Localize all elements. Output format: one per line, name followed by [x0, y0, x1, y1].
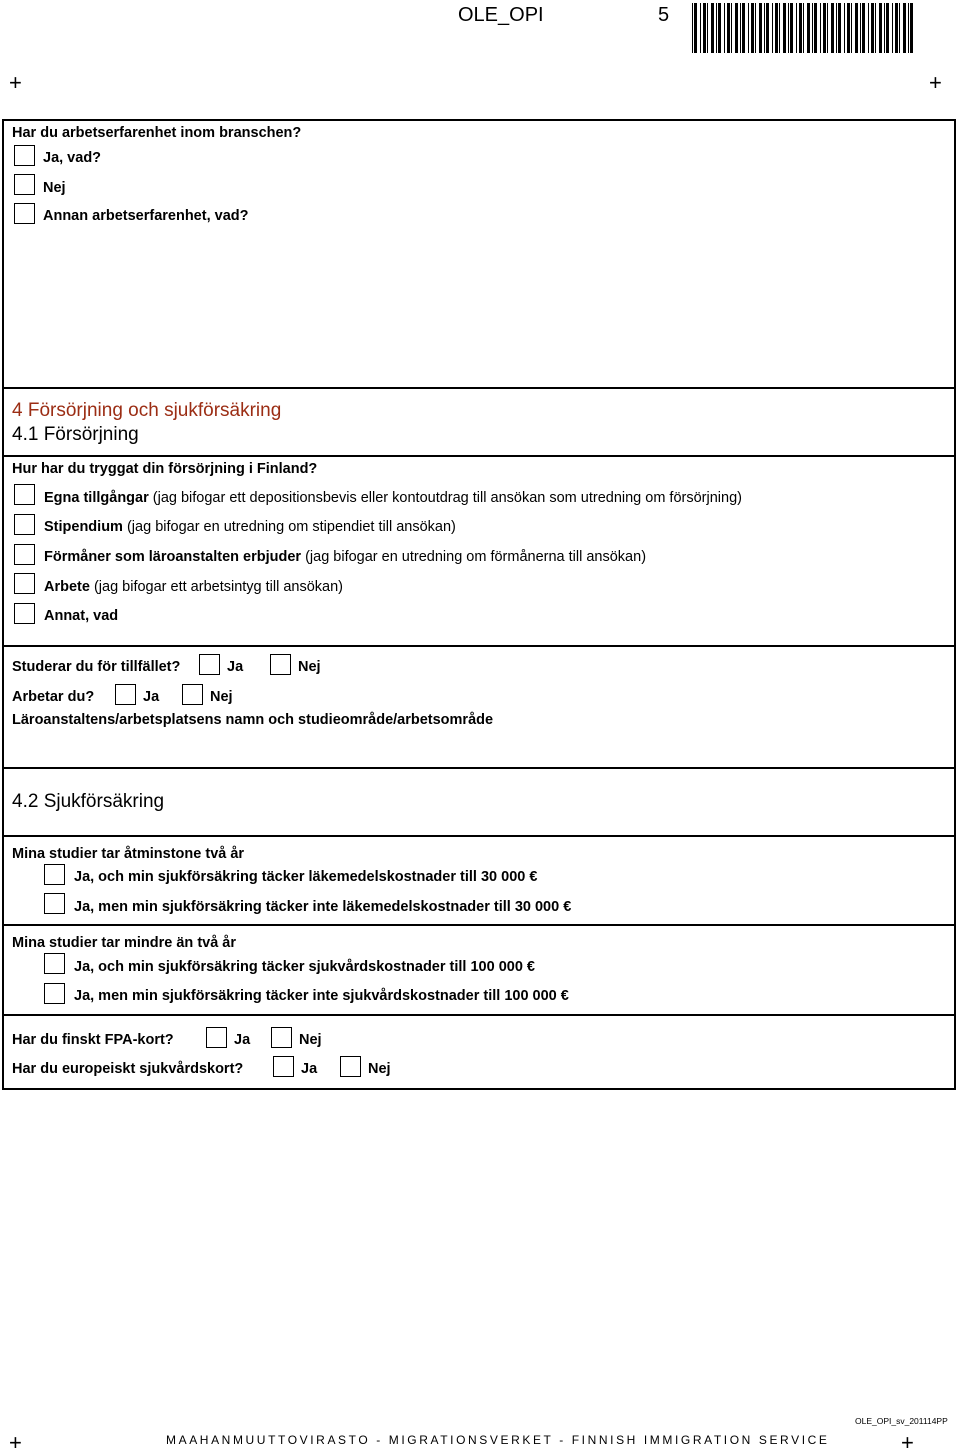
barcode-bar — [755, 3, 756, 53]
checkbox-fpa-yes[interactable] — [206, 1027, 227, 1048]
barcode-bar — [884, 3, 885, 53]
barcode-bar — [820, 3, 821, 53]
checkbox-work-other[interactable] — [14, 203, 35, 224]
working-question: Arbetar du? — [12, 689, 95, 705]
barcode-bar — [803, 3, 804, 53]
option-healthcare-covered: Ja, och min sjukförsäkring täcker sjukvårdskostnader till 100 000 € — [74, 959, 535, 975]
barcode-bar — [875, 3, 876, 53]
checkbox-work-yes[interactable] — [14, 145, 35, 166]
subsection-title: 4.1 Försörjning — [12, 424, 139, 445]
checkbox-institution-benefits[interactable] — [14, 544, 35, 565]
barcode-bar — [740, 3, 741, 53]
barcode-bar — [895, 3, 898, 53]
checkbox-medicine-not-covered[interactable] — [44, 893, 65, 914]
barcode-bar — [827, 3, 828, 53]
checkbox-healthcare-not-covered[interactable] — [44, 983, 65, 1004]
barcode-bar — [727, 3, 730, 53]
barcode-bar — [700, 3, 701, 53]
section-title: 4 Försörjning och sjukförsäkring — [12, 400, 282, 421]
option-work-other: Annan arbetserfarenhet, vad? — [43, 208, 249, 224]
barcode-bar — [716, 3, 717, 53]
barcode-bar — [799, 3, 802, 53]
barcode-bar — [692, 3, 693, 53]
institution-label: Läroanstaltens/arbetsplatsens namn och studieområde/arbetsområde — [12, 712, 494, 728]
checkbox-studying-yes[interactable] — [199, 654, 220, 675]
option-other-means: Annat, vad — [44, 608, 119, 624]
crosshair-mark-bottom-left: + — [9, 1430, 22, 1455]
checkbox-ehic-yes[interactable] — [273, 1056, 294, 1077]
label-yes: Ja — [227, 659, 244, 675]
crosshair-mark-top-right: + — [929, 70, 942, 95]
option-own-assets: Egna tillgångar (jag bifogar ett depositionsbevis eller kontoutdrag till ansökan som utredning om försörjning) — [44, 490, 742, 506]
barcode-bar — [775, 3, 778, 53]
barcode-bar — [788, 3, 789, 53]
label-yes: Ja — [234, 1032, 251, 1048]
barcode-bar — [886, 3, 889, 53]
work-experience-question: Har du arbetserfarenhet inom branschen? — [12, 125, 302, 141]
barcode-bar — [860, 3, 861, 53]
barcode-bar — [764, 3, 765, 53]
label-no: Nej — [210, 689, 233, 705]
barcode-bar — [812, 3, 813, 53]
divider — [4, 645, 954, 647]
barcode-bar — [766, 3, 769, 53]
option-healthcare-not-covered: Ja, men min sjukförsäkring täcker inte sjukvårdskostnader till 100 000 € — [74, 988, 569, 1004]
barcode-bar — [855, 3, 858, 53]
form-code: OLE_OPI — [458, 4, 544, 26]
divider — [4, 387, 954, 389]
barcode-bar — [718, 3, 721, 53]
barcode-bar — [807, 3, 810, 53]
barcode-bar — [703, 3, 706, 53]
barcode-bar — [862, 3, 865, 53]
barcode-bar — [772, 3, 773, 53]
option-institution-benefits: Förmåner som läroanstalten erbjuder (jag bifogar en utredning om förmånerna till ansökan) — [44, 549, 647, 565]
barcode — [690, 3, 920, 53]
ehic-question: Har du europeiskt sjukvårdskort? — [12, 1061, 244, 1077]
label-yes: Ja — [301, 1061, 318, 1077]
option-work-no: Nej — [43, 180, 66, 196]
barcode-bar — [899, 3, 900, 53]
barcode-bar — [838, 3, 841, 53]
checkbox-working-yes[interactable] — [115, 684, 136, 705]
barcode-bar — [711, 3, 714, 53]
barcode-bar — [879, 3, 882, 53]
checkbox-ehic-no[interactable] — [340, 1056, 361, 1077]
barcode-bar — [851, 3, 852, 53]
barcode-bar — [868, 3, 869, 53]
barcode-bar — [892, 3, 893, 53]
divider — [4, 835, 954, 837]
barcode-bar — [871, 3, 874, 53]
checkbox-medicine-covered[interactable] — [44, 864, 65, 885]
barcode-bar — [844, 3, 845, 53]
option-scholarship: Stipendium (jag bifogar en utredning om stipendiet till ansökan) — [44, 519, 456, 535]
livelihood-question: Hur har du tryggat din försörjning i Finland? — [12, 461, 318, 477]
barcode-bar — [790, 3, 793, 53]
checkbox-employment[interactable] — [14, 573, 35, 594]
label-yes: Ja — [143, 689, 160, 705]
checkbox-healthcare-covered[interactable] — [44, 953, 65, 974]
option-work-yes: Ja, vad? — [43, 150, 102, 166]
barcode-bar — [836, 3, 837, 53]
barcode-bar — [779, 3, 780, 53]
barcode-bar — [748, 3, 749, 53]
checkbox-work-no[interactable] — [14, 174, 35, 195]
label-no: Nej — [368, 1061, 391, 1077]
studying-question: Studerar du för tillfället? — [12, 659, 181, 675]
option-employment: Arbete (jag bifogar ett arbetsintyg till ansökan) — [44, 579, 344, 595]
checkbox-fpa-no[interactable] — [271, 1027, 292, 1048]
barcode-bar — [694, 3, 697, 53]
fpa-card-question: Har du finskt FPA-kort? — [12, 1032, 174, 1048]
divider — [4, 767, 954, 769]
barcode-bar — [783, 3, 786, 53]
checkbox-studying-no[interactable] — [270, 654, 291, 675]
divider — [4, 1014, 954, 1016]
barcode-bar — [759, 3, 762, 53]
divider — [4, 455, 954, 457]
checkbox-other-means[interactable] — [14, 603, 35, 624]
barcode-bar — [903, 3, 906, 53]
barcode-bar — [814, 3, 817, 53]
crosshair-mark-bottom-right: + — [901, 1430, 914, 1455]
divider — [4, 924, 954, 926]
option-medicine-covered: Ja, och min sjukförsäkring täcker läkemedelskostnader till 30 000 € — [74, 869, 538, 885]
barcode-bar — [823, 3, 826, 53]
less-than-two-years-heading: Mina studier tar mindre än två år — [12, 935, 237, 951]
two-years-heading: Mina studier tar åtminstone två år — [12, 846, 245, 862]
option-medicine-not-covered: Ja, men min sjukförsäkring täcker inte läkemedelskostnader till 30 000 € — [74, 899, 572, 915]
checkbox-scholarship[interactable] — [14, 514, 35, 535]
barcode-bar — [707, 3, 708, 53]
crosshair-mark-top-left: + — [9, 70, 22, 95]
document-code: OLE_OPI_sv_201114PP — [855, 1416, 948, 1426]
barcode-bar — [751, 3, 754, 53]
checkbox-working-no[interactable] — [182, 684, 203, 705]
barcode-bar — [724, 3, 725, 53]
barcode-bar — [908, 3, 909, 53]
barcode-bar — [742, 3, 745, 53]
page-number: 5 — [658, 4, 670, 26]
agency-footer: MAAHANMUUTTOVIRASTO - MIGRATIONSVERKET - FINNISH IMMIGRATION SERVICE — [166, 1433, 830, 1447]
label-no: Nej — [299, 1032, 322, 1048]
barcode-bar — [735, 3, 738, 53]
barcode-bar — [831, 3, 834, 53]
barcode-bar — [847, 3, 850, 53]
label-no: Nej — [298, 659, 321, 675]
barcode-bar — [796, 3, 797, 53]
checkbox-own-assets[interactable] — [14, 484, 35, 505]
barcode-bar — [910, 3, 913, 53]
subsection-title: 4.2 Sjukförsäkring — [12, 791, 165, 812]
barcode-bar — [731, 3, 732, 53]
